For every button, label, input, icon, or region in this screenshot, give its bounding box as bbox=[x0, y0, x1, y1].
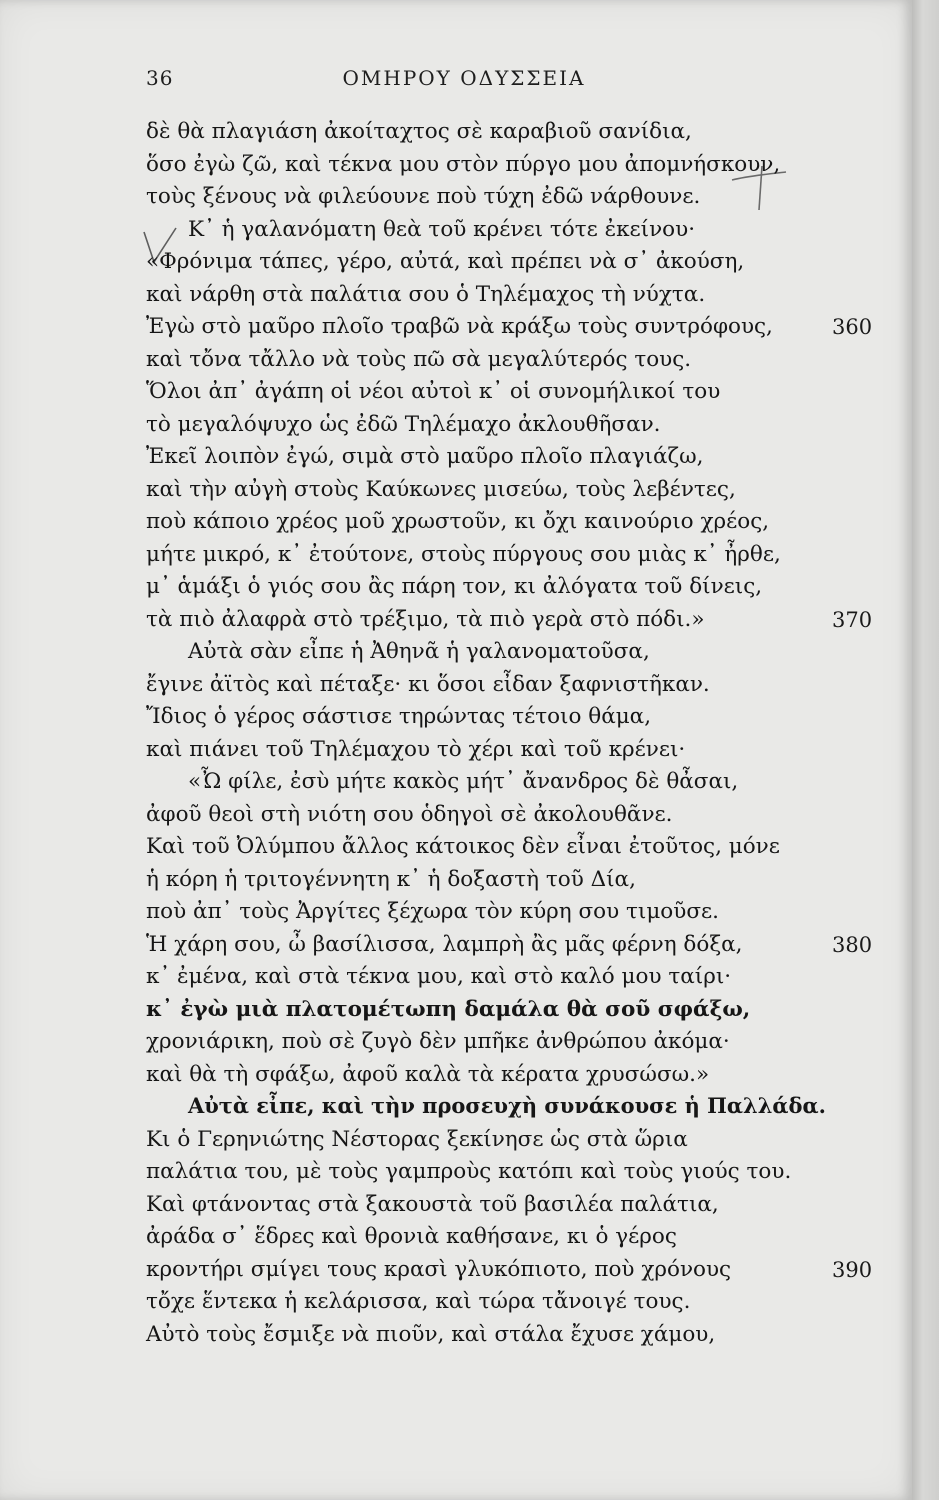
verse-line-text: μήτε μικρό, κ᾽ ἐτούτονε, στοὺς πύργους σου μιὰς κ᾽ ἦρθε, bbox=[146, 541, 781, 567]
verse-line bbox=[0, 1189, 912, 1222]
verse-line bbox=[0, 1059, 912, 1092]
verse-line bbox=[0, 961, 912, 994]
verse-line-number: 370 bbox=[832, 607, 873, 632]
verse-line-text: Ὅλοι ἀπ᾽ ἀγάπη οἱ νέοι αὐτοὶ κ᾽ οἱ συνομήλικοί του bbox=[146, 379, 721, 404]
verse-line bbox=[0, 246, 912, 279]
verse-line bbox=[0, 734, 912, 767]
verse-line bbox=[0, 181, 912, 214]
verse-line-number: 390 bbox=[832, 1257, 873, 1282]
page-header bbox=[146, 66, 782, 96]
verse-line bbox=[0, 149, 912, 182]
verse-line-text: κ᾽ ἐμένα, καὶ στὰ τέκνα μου, καὶ στὸ καλό μου ταίρι· bbox=[146, 964, 732, 989]
page-number: 36 bbox=[146, 66, 174, 90]
verse-line-text: τοὺς ξένους νὰ φιλεύουνε ποὺ τύχη ἐδῶ νάρθουνε. bbox=[146, 184, 701, 209]
verse-line bbox=[0, 344, 912, 377]
verse-line bbox=[0, 1091, 912, 1124]
verse-line-text: ἀράδα σ᾽ ἕδρες καὶ θρονιὰ καθήσανε, κι ὁ γέρος bbox=[146, 1224, 677, 1249]
verse-line bbox=[0, 799, 912, 832]
verse-line-text: «Φρόνιμα τάπες, γέρο, αὐτά, καὶ πρέπει νὰ σ᾽ ἀκούση, bbox=[146, 249, 745, 274]
verse-line-text: Αὐτὰ εἶπε, καὶ τὴν προσευχὴ συνάκουσε ἡ Παλλάδα. bbox=[188, 1094, 826, 1119]
verse-line-text: ἔγινε ἀϊτὸς καὶ πέταξε· κι ὅσοι εἶδαν ξαφνιστῆκαν. bbox=[146, 671, 710, 697]
verse-line-text: χρονιάρικη, ποὺ σὲ ζυγὸ δὲν μπῆκε ἀνθρώπου ἀκόμα· bbox=[146, 1029, 730, 1054]
verse-line-text: Ἡ χάρη σου, ὦ βασίλισσα, λαμπρὴ ἂς μᾶς φέρνη δόξα, bbox=[146, 931, 743, 957]
verse-line bbox=[0, 604, 912, 637]
verse-line-number: 360 bbox=[832, 315, 873, 339]
verse-line bbox=[0, 1156, 912, 1189]
verse-line bbox=[0, 116, 912, 149]
verse-line-text: Ἐκεῖ λοιπὸν ἐγώ, σιμὰ στὸ μαῦρο πλοῖο πλαγιάζω, bbox=[146, 444, 704, 469]
verse-line-text: ἡ κόρη ἡ τριτογέννητη κ᾽ ἡ δοξαστὴ τοῦ Δία, bbox=[146, 866, 636, 892]
verse-line bbox=[0, 279, 912, 312]
verse-line bbox=[0, 636, 912, 669]
verse-line bbox=[0, 214, 912, 247]
verse-line bbox=[0, 571, 912, 604]
verse-line-text: Καὶ τοῦ Ὀλύμπου ἄλλος κάτοικος δὲν εἶναι ἐτοῦτος, μόνε bbox=[146, 834, 780, 859]
verse-line-text: ποὺ κάποιο χρέος μοῦ χρωστοῦν, κι ὄχι καινούριο χρέος, bbox=[146, 509, 770, 534]
verse-line-text: Ἐγὼ στὸ μαῦρο πλοῖο τραβῶ νὰ κράξω τοὺς συντρόφους, bbox=[146, 314, 773, 339]
verse-line-text: Κ᾽ ἡ γαλανόματη θεὰ τοῦ κρένει τότε ἐκείνου· bbox=[188, 216, 696, 242]
verse-line bbox=[0, 864, 912, 897]
verse-line-text: μ᾽ ἁμάξι ὁ γιός σου ἂς πάρη τον, κι ἀλόγατα τοῦ δίνεις, bbox=[146, 574, 763, 599]
verse-line bbox=[0, 409, 912, 442]
verse-line bbox=[0, 1286, 912, 1319]
verse-line-text: Κι ὁ Γερηνιώτης Νέστορας ξεκίνησε ὡς στὰ ὥρια bbox=[146, 1126, 688, 1152]
verse-line bbox=[0, 311, 912, 344]
verse-line-text: δὲ θὰ πλαγιάση ἀκοίταχτος σὲ καραβιοῦ σανίδια, bbox=[146, 119, 692, 144]
verse-line-text: Καὶ φτάνοντας στὰ ξακουστὰ τοῦ βασιλέα παλάτια, bbox=[146, 1191, 719, 1217]
verse-line bbox=[0, 929, 912, 962]
verse-line bbox=[0, 1319, 912, 1352]
verse-line-text: ἀφοῦ θεοὶ στὴ νιότη σου ὁδηγοὶ σὲ ἀκολουθᾶνε. bbox=[146, 801, 673, 827]
verse-line-text: τὰ πιὸ ἀλαφρὰ στὸ τρέξιμο, τὰ πιὸ γερὰ στὸ πόδι.» bbox=[146, 606, 705, 632]
verse-line-text: ποὺ ἀπ᾽ τοὺς Ἀργίτες ξέχωρα τὸν κύρη σου τιμοῦσε. bbox=[146, 899, 719, 924]
verse-line bbox=[0, 701, 912, 734]
verse-line-text: καὶ θὰ τὴ σφάξω, ἀφοῦ καλὰ τὰ κέρατα χρυσώσω.» bbox=[146, 1061, 710, 1087]
verse-line-text: καὶ τὄνα τἄλλο νὰ τοὺς πῶ σὰ μεγαλύτερός τους. bbox=[146, 346, 692, 372]
verse-line-text: «Ὦ φίλε, ἐσὺ μήτε κακὸς μήτ᾽ ἄνανδρος δὲ θἆσαι, bbox=[188, 769, 739, 794]
verse-line bbox=[0, 376, 912, 409]
verse-line-text: καὶ νάρθη στὰ παλάτια σου ὁ Τηλέμαχος τὴ νύχτα. bbox=[146, 281, 706, 307]
verse-text bbox=[0, 116, 912, 1351]
verse-line-text: καὶ πιάνει τοῦ Τηλέμαχου τὸ χέρι καὶ τοῦ κρένει· bbox=[146, 736, 686, 762]
verse-line-text: Αὐτὰ σὰν εἶπε ἡ Ἀθηνᾶ ἡ γαλανοματοῦσα, bbox=[188, 639, 650, 664]
verse-line-text: τὸ μεγαλόψυχο ὡς ἐδῶ Τηλέμαχο ἀκλουθῆσαν. bbox=[146, 411, 661, 437]
verse-line-text: καὶ τὴν αὐγὴ στοὺς Καύκωνες μισεύω, τοὺς λεβέντες, bbox=[146, 476, 736, 502]
verse-line-text: Αὐτὸ τοὺς ἔσμιξε νὰ πιοῦν, καὶ στάλα ἔχυσε χάμου, bbox=[146, 1321, 716, 1347]
verse-line bbox=[0, 1221, 912, 1254]
verse-line-text: ὅσο ἐγὼ ζῶ, καὶ τέκνα μου στὸν πύργο μου ἀπομνήσκουν, bbox=[146, 151, 781, 177]
verse-line-number: 380 bbox=[832, 932, 873, 957]
verse-line bbox=[0, 441, 912, 474]
verse-line bbox=[0, 1254, 912, 1287]
verse-line-text: κροντήρι σμίγει τους κρασὶ γλυκόπιοτο, ποὺ χρόνους bbox=[146, 1256, 732, 1282]
verse-line bbox=[0, 994, 912, 1027]
verse-line-text: παλάτια του, μὲ τοὺς γαμπροὺς κατόπι καὶ τοὺς γιούς του. bbox=[146, 1159, 792, 1184]
verse-line bbox=[0, 831, 912, 864]
verse-line-text: κ᾽ ἐγὼ μιὰ πλατομέτωπη δαμάλα θὰ σοῦ σφάξω, bbox=[146, 996, 751, 1022]
running-title: ΟΜΗΡΟΥ ΟΔΥΣΣΕΙΑ bbox=[342, 66, 586, 90]
verse-line-text: Ἴδιος ὁ γέρος σάστισε τηρώντας τέτοιο θάμα, bbox=[146, 704, 652, 729]
verse-line bbox=[0, 1124, 912, 1157]
verse-line bbox=[0, 474, 912, 507]
verse-line-text: τὄχε ἕντεκα ἡ κελάρισσα, καὶ τώρα τἄνοιγέ τους. bbox=[146, 1289, 691, 1314]
verse-line bbox=[0, 506, 912, 539]
verse-line bbox=[0, 896, 912, 929]
verse-line bbox=[0, 766, 912, 799]
verse-line bbox=[0, 1026, 912, 1059]
verse-line bbox=[0, 539, 912, 572]
next-page-edge bbox=[912, 0, 939, 1500]
verse-line bbox=[0, 669, 912, 702]
